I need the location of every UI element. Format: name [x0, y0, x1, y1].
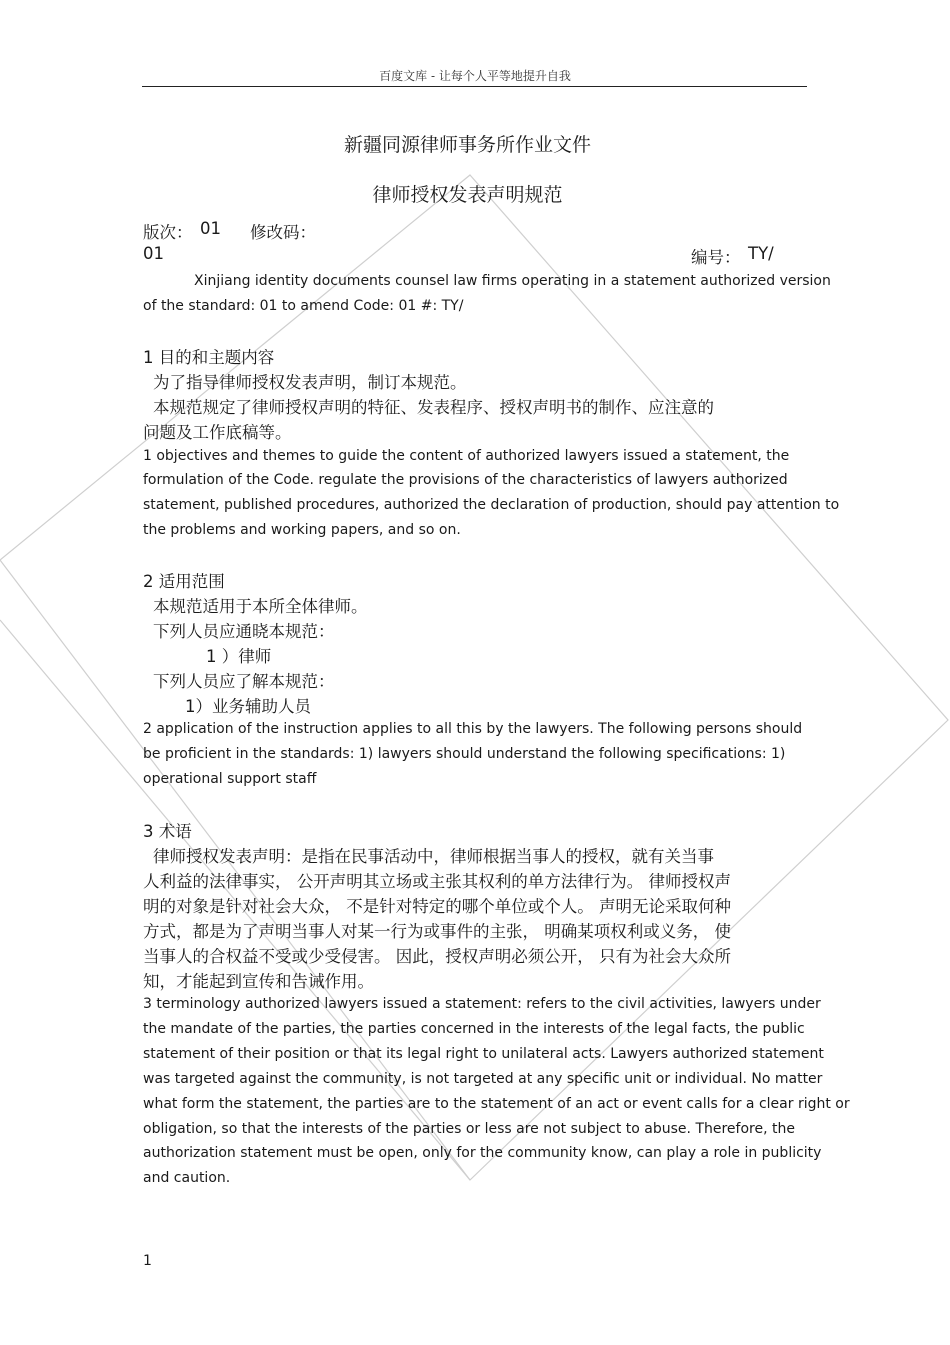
intro-en-line2: of the standard: 01 to amend Code: 01 #: TY/ — [143, 298, 464, 314]
section3-line2: 人利益的法律事实， 公开声明其立场或主张其权利的单方法律行为。 律师授权声 — [143, 872, 731, 891]
section2-list-item1: 1 ）律师 — [206, 647, 272, 666]
section3-en-line1: 3 terminology authorized lawyers issued a statement: refers to the civil activities, lawyers under — [143, 996, 821, 1012]
section2-para1: 本规范适用于本所全体律师。 — [153, 597, 368, 616]
page-header: 百度文库 - 让每个人平等地提升自我 — [379, 69, 571, 83]
section3-en-line8: and caution. — [143, 1170, 231, 1186]
section2-list-item2: 1）业务辅助人员 — [185, 697, 311, 716]
section3-line3: 明的对象是针对社会大众， 不是针对特定的哪个单位或个人。 声明无论采取何种 — [143, 897, 731, 916]
section1-para2-line2: 问题及工作底稿等。 — [143, 423, 292, 442]
section3-en-line3: statement of their position or that its legal right to unilateral acts. Lawyers authorized statement — [143, 1046, 824, 1062]
amend-code-value: 01 — [143, 244, 164, 263]
section2-en-line1: 2 application of the instruction applies to all this by the lawyers. The following persons should — [143, 721, 803, 737]
section3-en-line5: what form the statement, the parties are to the statement of an act or event calls for a clear right or — [143, 1096, 850, 1112]
section2-en-line2: be proficient in the standards: 1) lawyers should understand the following specifications: 1) — [143, 746, 786, 762]
section1-en-line3: statement, published procedures, authorized the declaration of production, should pay attention to — [143, 497, 840, 513]
section1-en-line4: the problems and working papers, and so on. — [143, 522, 461, 538]
doc-number-label: 编号： — [691, 248, 741, 267]
section3-line5: 当事人的合权益不受或少受侵害。 因此，授权声明必须公开， 只有为社会大众所 — [143, 947, 731, 966]
section1-en-line2: formulation of the Code. regulate the provisions of the characteristics of lawyers authorized — [143, 472, 788, 488]
section2-heading: 2 适用范围 — [143, 572, 225, 591]
section1-en-line1: 1 objectives and themes to guide the content of authorized lawyers issued a statement, the — [143, 448, 790, 464]
section3-en-line7: authorization statement must be open, only for the community know, can play a role in publicity — [143, 1145, 822, 1161]
section3-heading: 3 术语 — [143, 822, 192, 841]
document-subtitle: 律师授权发表声明规范 — [372, 184, 563, 206]
document-title: 新疆同源律师事务所作业文件 — [343, 134, 591, 156]
section3-en-line4: was targeted against the community, is not targeted at any specific unit or individual. No matter — [143, 1071, 823, 1087]
amend-code-label: 修改码： — [250, 223, 316, 242]
section3-line1: 律师授权发表声明：是指在民事活动中，律师根据当事人的授权，就有关当事 — [153, 847, 714, 866]
intro-en-line1: Xinjiang identity documents counsel law firms operating in a statement authorized version — [194, 273, 831, 289]
section1-para2-line1: 本规范规定了律师授权声明的特征、发表程序、授权声明书的制作、应注意的 — [153, 398, 714, 417]
version-value: 01 — [200, 219, 221, 238]
section2-en-line3: operational support staff — [143, 771, 317, 787]
section3-line4: 方式，都是为了声明当事人对某一行为或事件的主张， 明确某项权利或义务， 使 — [143, 922, 731, 941]
section1-heading: 1 目的和主题内容 — [143, 348, 275, 367]
section3-en-line2: the mandate of the parties, the parties concerned in the interests of the legal facts, the public — [143, 1021, 805, 1037]
header-divider — [142, 86, 807, 87]
version-label: 版次： — [143, 223, 193, 242]
section3-line6: 知，才能起到宣传和告诫作用。 — [143, 972, 374, 991]
section2-para3: 下列人员应了解本规范： — [153, 672, 335, 691]
section3-en-line6: obligation, so that the interests of the parties or less are not subject to abuse. Therefore, the — [143, 1121, 795, 1137]
doc-number-value: TY/ — [748, 244, 774, 263]
section2-para2: 下列人员应通晓本规范： — [153, 622, 335, 641]
section1-para1: 为了指导律师授权发表声明，制订本规范。 — [153, 373, 467, 392]
page-number: 1 — [143, 1253, 152, 1269]
